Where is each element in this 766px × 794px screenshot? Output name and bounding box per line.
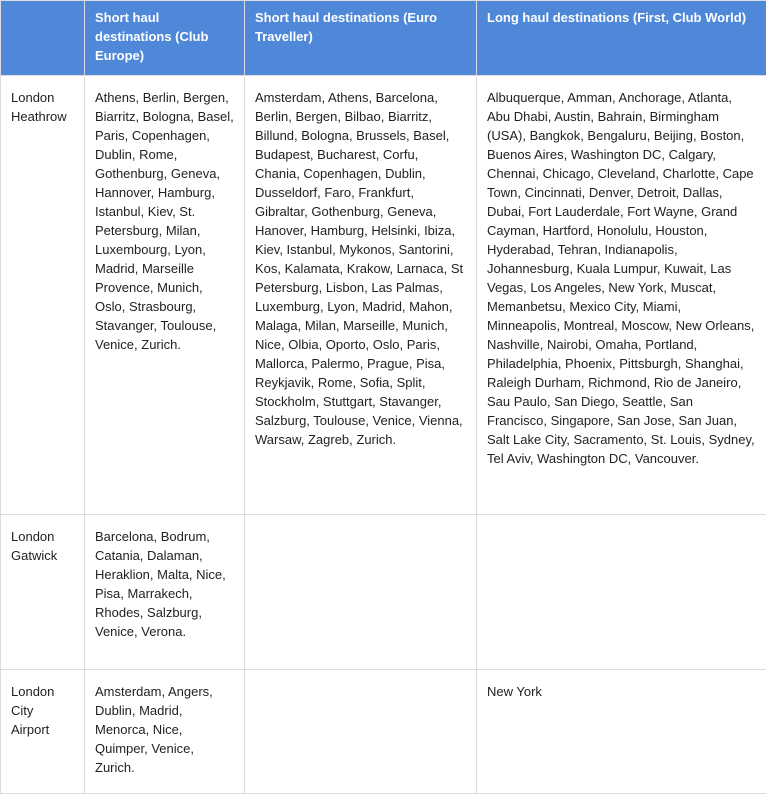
euro-traveller-cell: [245, 670, 477, 794]
long-haul-cell: [477, 515, 766, 670]
airport-cell: London Gatwick: [1, 515, 85, 670]
club-europe-cell: Barcelona, Bodrum, Catania, Dalaman, Heraklion, Malta, Nice, Pisa, Marrakech, Rhodes, Salzburg, Venice, Verona.: [85, 515, 245, 670]
table-row: [1, 515, 766, 670]
long-haul-cell: Albuquerque, Amman, Anchorage, Atlanta, Abu Dhabi, Austin, Bahrain, Birmingham (USA), Bangkok, Bengaluru, Beijing, Boston, Buenos Aires, Washington DC, Calgary, Chennai, Chicago, Cleveland, Charlotte, Cape Town, Cincinnati, Denver, Detroit, Dallas, Dubai, Fort Lauderdale, Fort Wayne, Grand Cayman, Hartford, Honolulu, Houston, Hyderabad, Tehran, Indianapolis, Johannesburg, Kuala Lumpur, Kuwait, Las Vegas, Los Angeles, New York, Muscat, Memanbetsu, Mexico City, Miami, Minneapolis, Montreal, Moscow, New Orleans, Nashville, Nairobi, Omaha, Portland, Philadelphia, Phoenix, Pittsburgh, Shanghai, Raleigh Durham, Richmond, Rio de Janeiro, Sau Paulo, San Diego, Seattle, San Francisco, Singapore, San Jose, San Juan, Salt Lake City, Sacramento, St. Louis, Sydney, Tel Aviv, Washington DC, Vancouver.: [477, 76, 766, 515]
table-row: [1, 76, 766, 515]
header-row: [1, 1, 766, 76]
header-airport: [1, 1, 85, 76]
long-haul-cell: New York: [477, 670, 766, 794]
club-europe-cell: Amsterdam, Angers, Dublin, Madrid, Menorca, Nice, Quimper, Venice, Zurich.: [85, 670, 245, 794]
euro-traveller-cell: Amsterdam, Athens, Barcelona, Berlin, Bergen, Bilbao, Biarritz, Billund, Bologna, Brussels, Basel, Budapest, Bucharest, Corfu, Chania, Copenhagen, Dublin, Dusseldorf, Faro, Frankfurt, Gibraltar, Gothenburg, Geneva, Hanover, Hamburg, Helsinki, Ibiza, Kiev, Istanbul, Mykonos, Santorini, Kos, Kalamata, Krakow, Larnaca, St Petersburg, Lisbon, Las Palmas, Luxemburg, Lyon, Madrid, Mahon, Malaga, Milan, Marseille, Munich, Nice, Olbia, Oporto, Oslo, Paris, Mallorca, Palermo, Prague, Pisa, Reykjavik, Rome, Sofia, Split, Stockholm, Stuttgart, Stavanger, Salzburg, Toulouse, Venice, Vienna, Warsaw, Zagreb, Zurich.: [245, 76, 477, 515]
club-europe-cell: Athens, Berlin, Bergen, Biarritz, Bologna, Basel, Paris, Copenhagen, Dublin, Rome, Gothenburg, Geneva, Hannover, Hamburg, Istanbul, Kiev, St. Petersburg, Milan, Luxembourg, Lyon, Madrid, Marseille Provence, Munich, Oslo, Strasbourg, Stavanger, Toulouse, Venice, Zurich.: [85, 76, 245, 515]
airport-cell: London Heathrow: [1, 76, 85, 515]
airport-cell: London City Airport: [1, 670, 85, 794]
table-row: [1, 670, 766, 794]
header-euro-traveller: Short haul destinations (Euro Traveller): [245, 1, 477, 76]
header-long-haul: Long haul destinations (First, Club World): [477, 1, 766, 76]
header-club-europe: Short haul destinations (Club Europe): [85, 1, 245, 76]
euro-traveller-cell: [245, 515, 477, 670]
